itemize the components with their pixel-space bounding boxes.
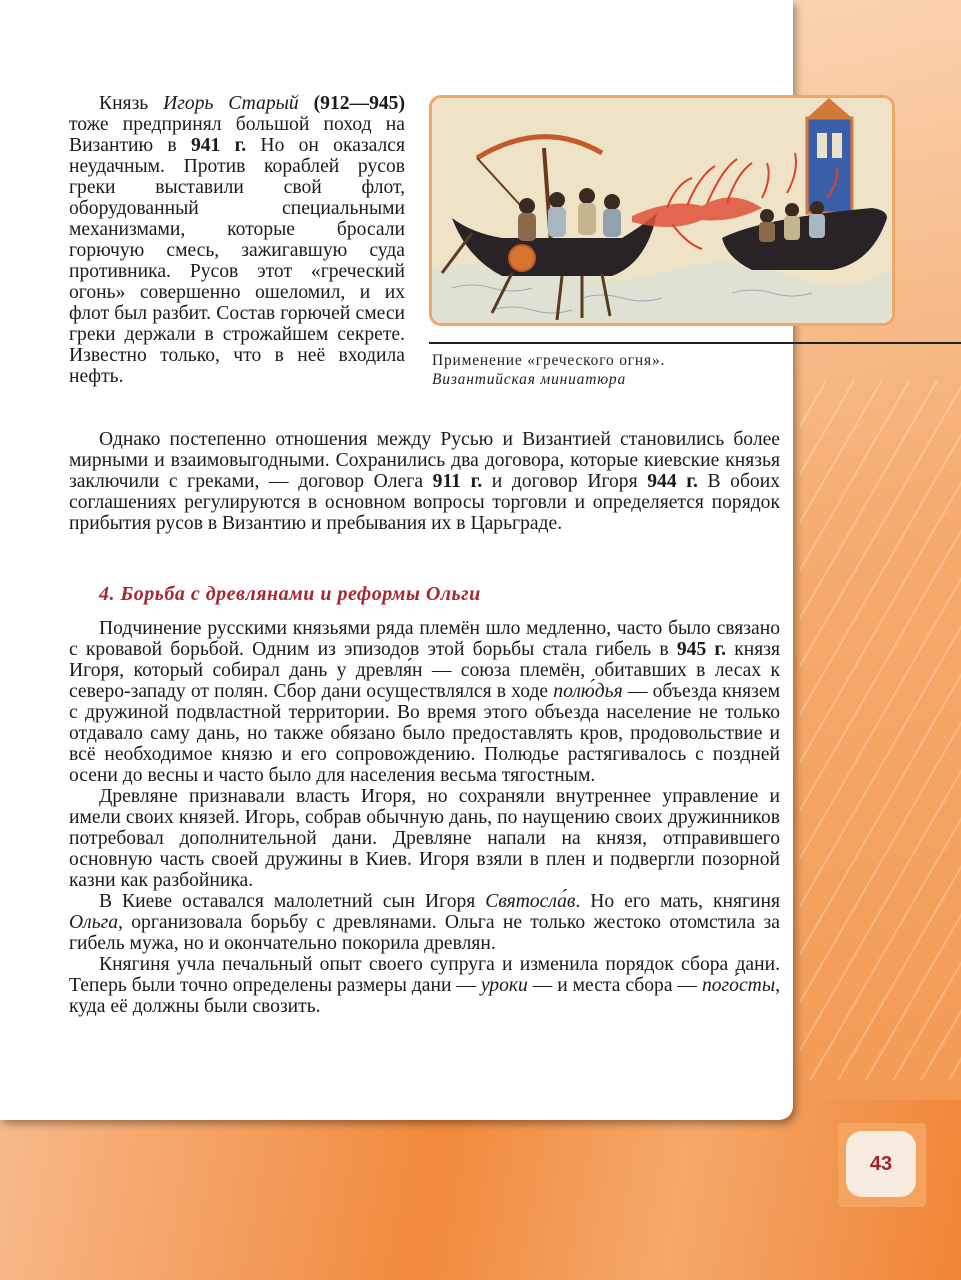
text-run: . Но его мать, княгиня (575, 891, 780, 912)
text-run: Князь (99, 93, 164, 114)
paragraph (69, 891, 780, 954)
page-number: 43 (846, 1131, 916, 1197)
text-run: 944 г. (647, 471, 698, 492)
paragraph (69, 429, 780, 534)
text-run: Святосла́в (485, 891, 576, 912)
paragraph (69, 786, 780, 891)
caption-source: Византийская миниатюра (432, 371, 627, 388)
paragraph (69, 954, 780, 1017)
text-column-left (69, 93, 405, 387)
text-run: Ольга (69, 912, 119, 933)
text-run: полю́дья (553, 681, 623, 702)
text-run: 945 г. (676, 639, 727, 660)
page-number-box (838, 1123, 926, 1207)
text-run: Однако постепенно отношения между Русью и Византией становились более мирными и взаимовыгодными. Сохранились два договора, которые киевские князья заключили с греками, — договор Олега (69, 429, 780, 492)
text-run: Древляне признавали власть Игоря, но сохраняли внутреннее управление и имели своих князей. Игорь, собрав обычную дань, по наущению своих дружинников потребовал дополнительной дани. Древляне напали на князя, отправившего основную часть своей дружины в Киев. Игоря взяли в плен и подвергли позорной казни как разбойника. (69, 786, 780, 891)
text-run: — объезда князем с дружиной подвластной территории. Во время этого объезда население не только отдавало саму дань, но также обязано было предоставлять кров, продовольствие и всё необходимое князю и его сопровождению. Полюдье растягивалось с поздней осени до весны и часто было для населения весьма тягостным. (69, 681, 780, 786)
text-run: , куда её должны были свозить. (69, 975, 780, 1017)
paragraph (69, 618, 780, 786)
caption-rule (429, 342, 961, 344)
text-block-section4 (69, 618, 780, 1017)
text-run: уроки (480, 975, 528, 996)
byzantine-miniature-image (429, 95, 895, 326)
background-panel-bottom (0, 1100, 961, 1280)
paragraph (69, 93, 405, 387)
text-run: Но он оказался неудачным. Против кораблей русов греки выставили свой флот, оборудованный специальными механизмами, которые бросали горючую смесь, зажигавшую суда противника. Русов этот «греческий огонь» совершенно ошеломил, и их флот был разбит. Состав горючей смеси греки держали в строжайшем секрете. Известно только, что в неё входила нефть. (69, 135, 405, 387)
text-run: Подчинение русскими князьями ряда племён шло медленно, часто было связано с кровавой борьбой. Одним из эпизодов этой борьбы стала гибель в (69, 618, 780, 660)
figure-caption (432, 351, 772, 389)
text-run: В Киеве оставался малолетний сын Игоря (99, 891, 486, 912)
text-run: — и места сбора — (527, 975, 702, 996)
text-run: Княгиня учла печальный опыт своего супруга и изменила порядок сбора дани. Теперь были точно определены размеры дани — (69, 954, 780, 996)
text-run: 911 г. (432, 471, 483, 492)
text-block-treaties (69, 429, 780, 534)
text-run: и договор Игоря (482, 471, 648, 492)
text-run: пого́сты (701, 975, 776, 996)
text-run: В обоих соглашениях регулируются в основном вопросы торговли и определяется порядок прибытия русов в Византию и пребывания их в Царьграде. (69, 471, 780, 534)
greek-fire-illustration (432, 98, 892, 323)
text-run: Игорь Старый (163, 93, 299, 114)
text-run: тоже предпринял большой поход на Византию в (69, 114, 405, 156)
text-run: (912—945) (298, 93, 405, 114)
section-heading: 4. Борьба с древлянами и реформы Ольги (99, 583, 481, 605)
background-sketch (800, 380, 961, 1080)
text-run: князя Игоря, который собирал дань у древля́н — союза племён, обитавших в лесах к северо-западу от полян. Сбор дани осуществлялся в ходе (69, 639, 781, 702)
text-run: 941 г. (190, 135, 247, 156)
caption-title: Применение «греческого огня». (432, 352, 666, 369)
text-run: , организовала борьбу с древлянами. Ольга не только жестоко отомстила за гибель мужа, но и окончательно покорила древлян. (69, 912, 780, 954)
